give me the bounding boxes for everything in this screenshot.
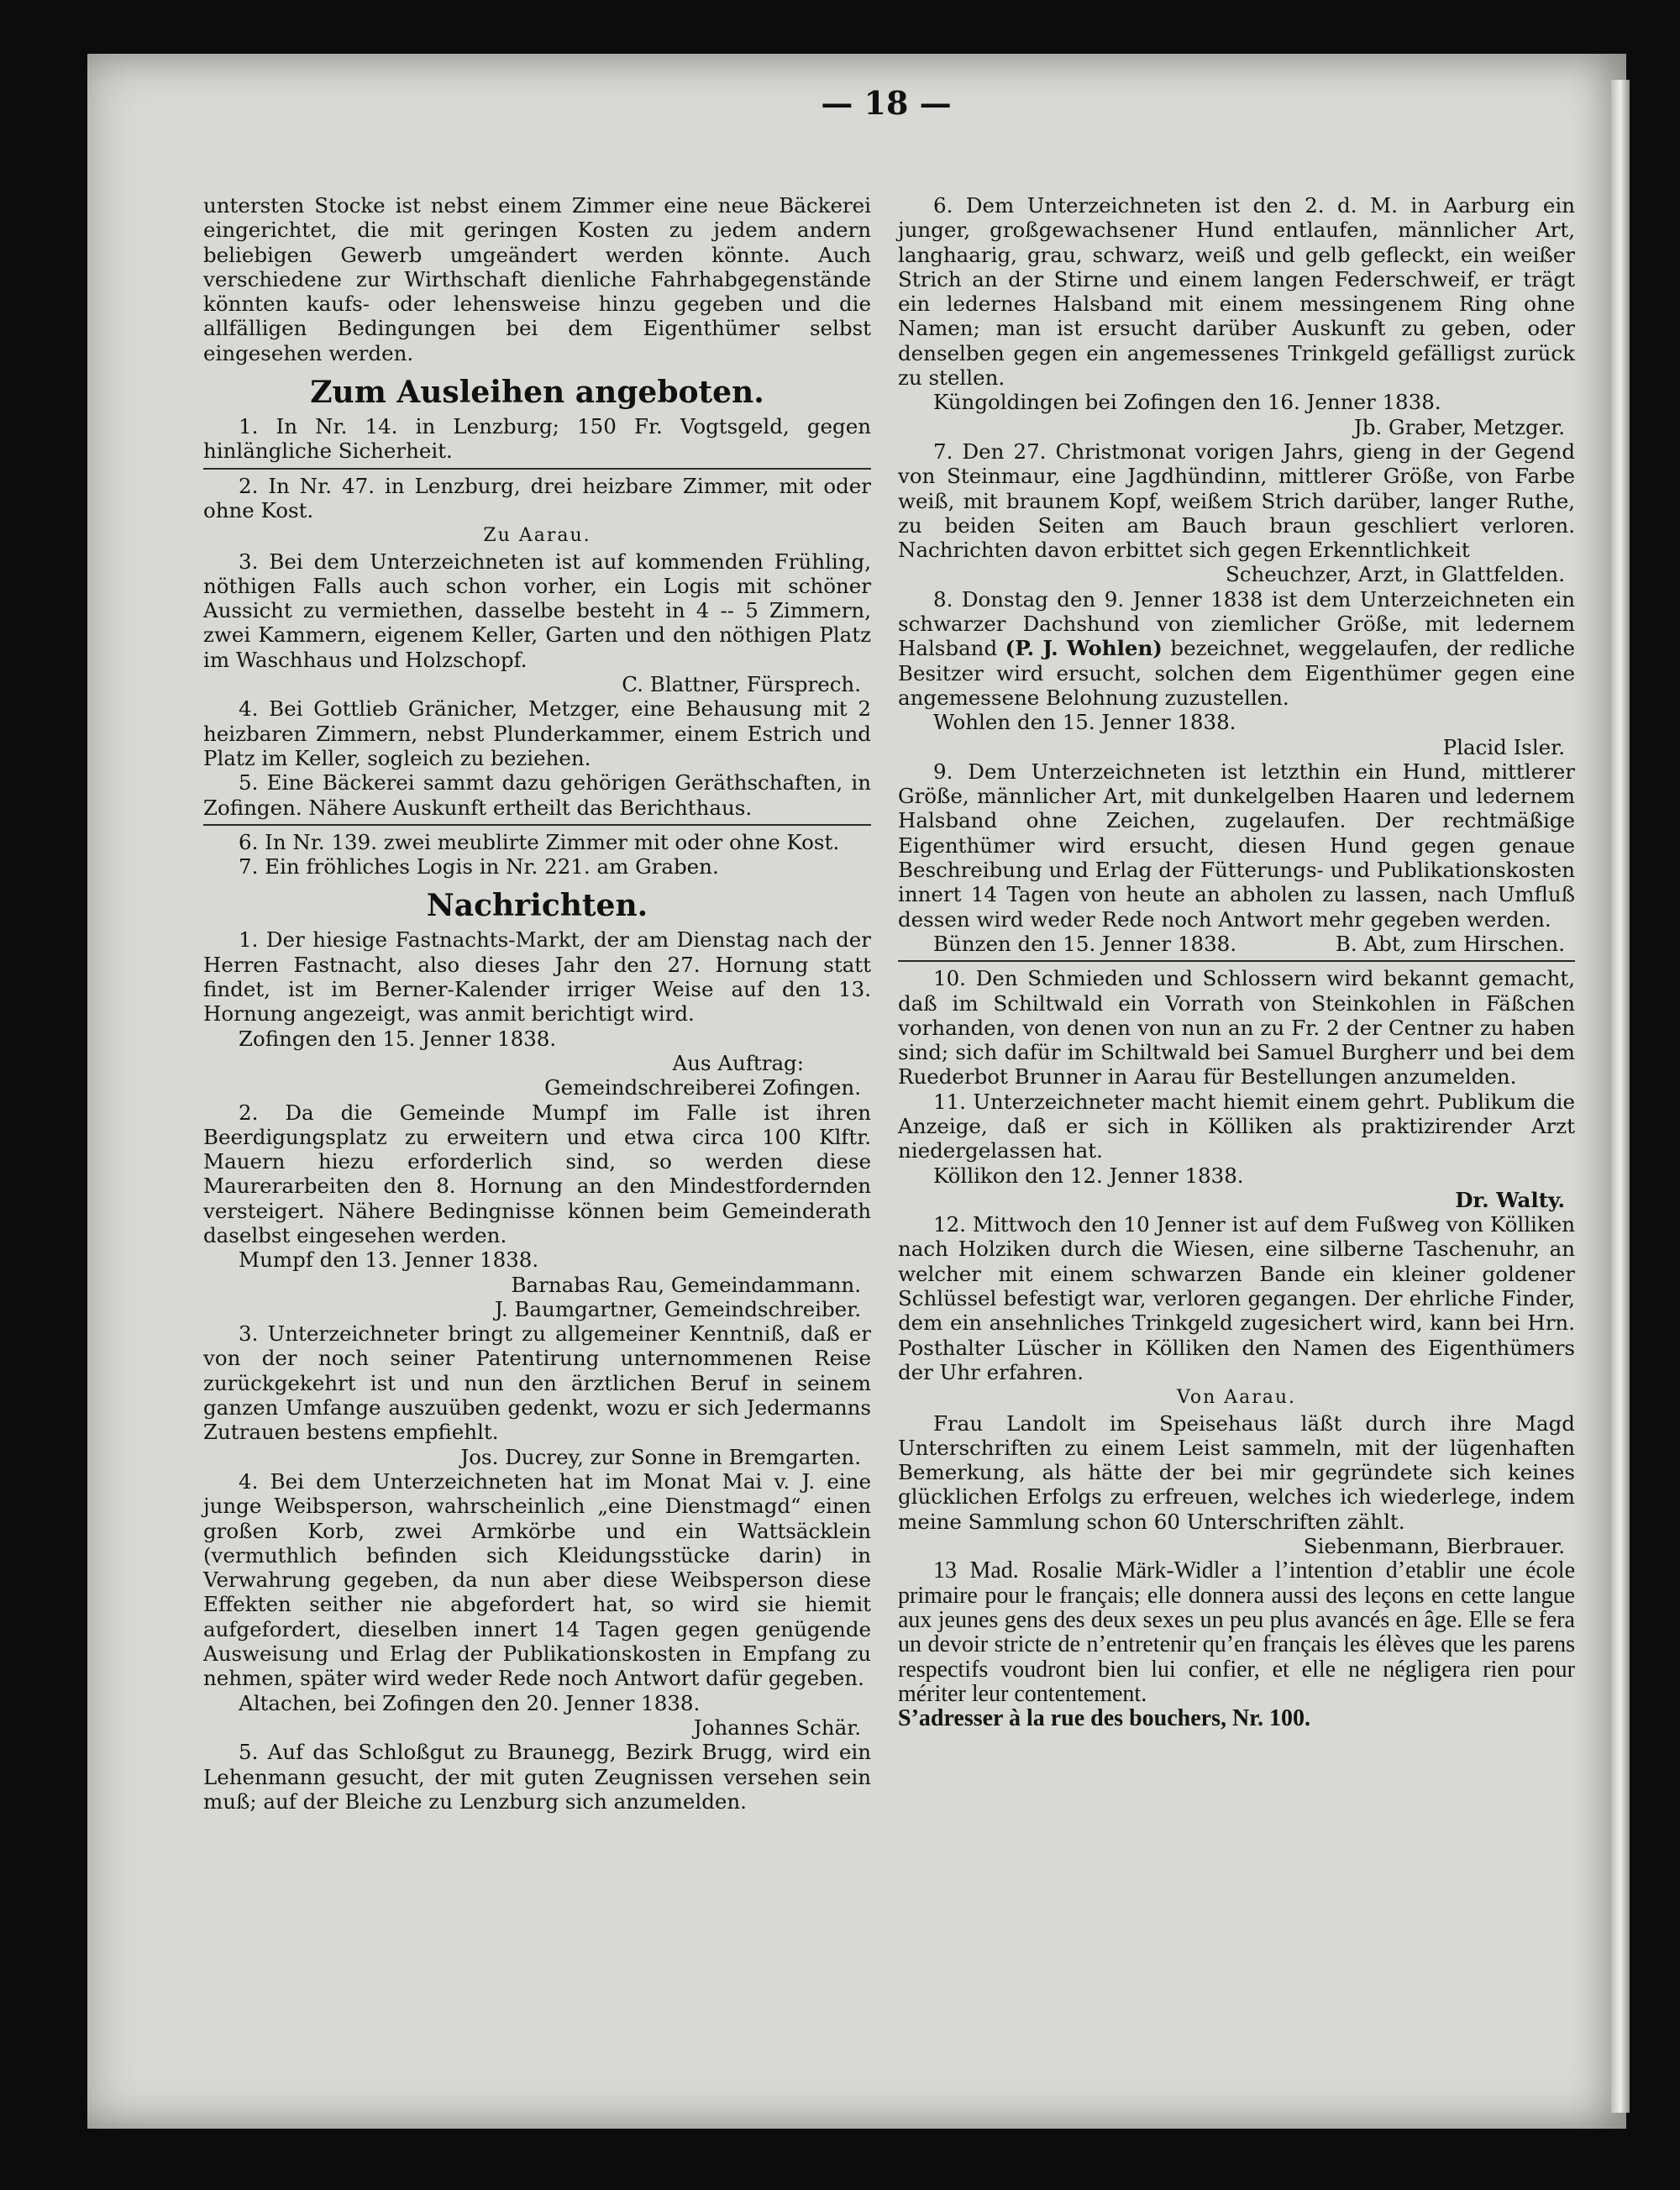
dateline: Zofingen den 15. Jenner 1838. xyxy=(239,1026,557,1051)
signature: Scheuchzer, Arzt, in Glattfelden. xyxy=(1225,562,1565,587)
signature: Jb. Graber, Metzger. xyxy=(1353,414,1565,439)
right-column xyxy=(898,193,1575,1730)
notice-13-address: S’adresser à la rue des bouchers, Nr. 100. xyxy=(898,1705,1311,1732)
listing-6: 6. In Nr. 139. zwei meublirte Zimmer mit oder ohne Kost. xyxy=(239,829,840,854)
listing-1: 1. In Nr. 14. in Lenzburg; 150 Fr. Vogtsgeld, gegen hinlängliche Sicherheit. xyxy=(203,414,871,464)
notice-4: 4. Bei dem Unterzeichneten hat im Monat Mai v. J. eine junge Weibsperson, wahrscheinlich „eine Dienstmagd“ einen großen Korb, zwei Armkörbe und ein Wattsäcklein (vermuthlich befinden sich Kleidungsstücke darin) in Verwahrung gegeben, da nun aber diese Weibsperson diese Effekten seither nie abgefordert hat, so wird sie hiemit aufgefordert, dieselben innert 14 Tagen gegen genügende Ausweisung und Erlag der Publikationskosten in Empfang zu nehmen, später wird weder Rede noch Antwort dafür gegeben. xyxy=(203,1468,871,1691)
notice-13-french: 13 Mad. Rosalie Märk-Widler a l’intention d’etablir une école primaire pour le français; elle donnera aussi des leçons en cette langue aux jeunes gens des deux sexes un peu plus avancés en âge. Elle se fera un devoir stricte de n’entretenir qu’en français les élèves que les parens respectifs voudront bien lui confier, et elle ne négligera rien pour mériter leur contentement. xyxy=(898,1557,1575,1707)
notice-11: 11. Unterzeichneter macht hiemit einem gehrt. Publikum die Anzeige, daß er sich in Kölliken als praktizirender Arzt niedergelassen hat. xyxy=(898,1089,1575,1163)
notice-8-text-b: bezeichnet, weggelaufen, der redliche Besitzer wird ersucht, solchen dem Eigenthümer gegen eine angemessene Belohnung zuzustellen. xyxy=(898,636,1575,710)
listing-5: 5. Eine Bäckerei sammt dazu gehörigen Geräthschaften, in Zofingen. Nähere Auskunft ertheilt das Berichthaus. xyxy=(203,770,871,820)
heading-ausleihen: Zum Ausleihen angeboten. xyxy=(310,375,764,411)
signature: Placid Isler. xyxy=(1442,734,1565,759)
notice-9: 9. Dem Unterzeichneten ist letzthin ein Hund, mittlerer Größe, männlicher Art, mit dunkelgelben Haaren und ledernem Halsband ohne Zeichen, zugelaufen. Der rechtmäßige Eigenthümer wird ersucht, diesen Hund gegen genaue Beschreibung und Erlag der Fütterungs- und Publikationskosten innert 14 Tagen von heute an abholen zu lassen, nach Umfluß dessen wird weder Rede noch Antwort mehr gegeben werden. xyxy=(898,759,1575,932)
notice-12: 12. Mittwoch den 10 Jenner ist auf dem Fußweg von Kölliken nach Holziken durch die Wiesen, eine silberne Taschenuhr, an welcher mit einem schwarzen Bande ein kleiner goldener Schlüssel befestigt war, verloren gegangen. Der ehrliche Finder, dem ein ansehnliches Trinkgeld zugesichert wird, kann bei Hrn. Posthalter Lüscher in Kölliken den Namen des Eigenthümers der Uhr erfahren. xyxy=(898,1212,1575,1384)
listing-2: 2. In Nr. 47. in Lenzburg, drei heizbare Zimmer, mit oder ohne Kost. xyxy=(203,473,871,523)
dateline: Altachen, bei Zofingen den 20. Jenner 1838. xyxy=(239,1690,701,1715)
notice-8-text-a: 8. Donstag den 9. Jenner 1838 ist dem Unterzeichneten ein schwarzer Dachshund von ziemlicher Größe, mit ledernem Halsband xyxy=(898,586,1575,661)
intro-paragraph: untersten Stocke ist nebst einem Zimmer eine neue Bäckerei eingerichtet, die mit geringen Kosten zu jedem andern beliebigen Gewerb umgeändert werden könnte. Auch verschiedene zur Wirthschaft dienliche Fahrhabgegenstände könnten kaufs- oder lehensweise hinzu gegeben und die allfälligen Bedingungen bei dem Eigenthümer selbst eingesehen werden. xyxy=(203,193,871,365)
notice-8-name: (P. J. Wohlen) xyxy=(1005,636,1163,661)
notice-2: 2. Da die Gemeinde Mumpf im Falle ist ihren Beerdigungsplatz zu erweitern und etwa circa 100 Klftr. Mauern hiezu erforderlich sind, so werden diese Maurerarbeiten den 8. Hornung an den Mindestfordernden versteigert. Nähere Bedingnisse können beim Gemeinderath daselbst eingesehen werden. xyxy=(203,1100,871,1247)
listing-4: 4. Bei Gottlieb Gränicher, Metzger, eine Behausung mit 2 heizbaren Zimmern, nebst Plunderkammer, einem Estrich und Platz im Keller, sogleich zu beziehen. xyxy=(203,696,871,770)
separator xyxy=(203,468,871,470)
notice-3: 3. Unterzeichneter bringt zu allgemeiner Kenntniß, daß er von der noch seiner Patentirung unternommenen Reise zurückgekehrt ist und nun den ärztlichen Beruf in seinem ganzen Umfange auszuüben gedenkt, wozu er sich Jedermanns Zutrauen bestens empfiehlt. xyxy=(203,1321,871,1445)
signature: Johannes Schär. xyxy=(693,1715,861,1740)
notice-8 xyxy=(898,587,1575,710)
signature: Jos. Ducrey, zur Sonne in Bremgarten. xyxy=(460,1444,861,1469)
notice-6: 6. Dem Unterzeichneten ist den 2. d. M. in Aarburg ein junger, großgewachsener Hund entlaufen, männlicher Art, langhaarig, grau, schwarz, weiß und gelb gefleckt, ein weißer Strich an der Stirne und einem langen Federschweif, er trägt ein ledernes Halsband mit einem messingenem Ring ohne Namen; man ist ersucht darüber Auskunft zu geben, oder denselben gegen ein angemessenes Trinkgeld gefälligst zurück zu stellen. xyxy=(898,193,1575,391)
page-edge xyxy=(1611,80,1630,2113)
signature: Barnabas Rau, Gemeindammann. xyxy=(511,1272,861,1297)
listing-3: 3. Bei dem Unterzeichneten ist auf kommenden Frühling, nöthigen Falls auch schon vorher, ein Logis mit schöner Aussicht zu vermiethen, dasselbe besteht in 4 -- 5 Zimmern, zwei Kammern, eigenem Keller, Garten und den nöthigen Platz im Waschhaus und Holzschopf. xyxy=(203,549,871,672)
dateline: Mumpf den 13. Jenner 1838. xyxy=(239,1247,539,1273)
signature: Gemeindschreiberei Zofingen. xyxy=(544,1075,861,1100)
notice-1: 1. Der hiesige Fastnachts-Markt, der am Dienstag nach der Herren Fastnacht, also dieses Jahr den 27. Hornung statt findet, ist im Berner-Kalender irriger Weise auf den 13. Hornung angezeigt, was anmit berichtigt wird. xyxy=(203,927,871,1027)
heading-nachrichten: Nachrichten. xyxy=(426,888,648,924)
signature: Dr. Walty. xyxy=(1455,1187,1565,1212)
location-header: Von Aarau. xyxy=(1176,1387,1297,1409)
signature: J. Baumgartner, Gemeindschreiber. xyxy=(494,1296,861,1321)
listing-7: 7. Ein fröhliches Logis in Nr. 221. am Graben. xyxy=(239,854,719,880)
location-header: Zu Aarau. xyxy=(483,525,591,547)
separator xyxy=(203,824,871,826)
notice-5: 5. Auf das Schloßgut zu Braunegg, Bezirk Brugg, wird ein Lehenmann gesucht, der mit guten Zeugnissen versehen sein muß; auf der Bleiche zu Lenzburg sich anzumelden. xyxy=(203,1740,871,1814)
notice-7: 7. Den 27. Christmonat vorigen Jahrs, gieng in der Gegend von Steinmaur, eine Jagdhündinn, mittlerer Größe, von Farbe weiß, mit braunem Kopf, weißem Strich darüber, langer Ruthe, zu beiden Seiten am Bauch braun geschliert verloren. Nachrichten davon erbittet sich gegen Erkenntlichkeit xyxy=(898,439,1575,563)
signature: C. Blattner, Fürsprech. xyxy=(622,672,861,697)
signature: Siebenmann, Bierbrauer. xyxy=(1303,1534,1565,1559)
notice-10: 10. Den Schmieden und Schlossern wird bekannt gemacht, daß im Schiltwald ein Vorrath von Steinkohlen in Fäßchen vorhanden, von denen von nun an zu Fr. 2 der Centner zu haben sind; sich dafür im Schiltwald bei Samuel Burgherr und bei dem Ruederbot Brunner in Aarau für Bestellungen anzumelden. xyxy=(898,966,1575,1090)
dateline-with-signature xyxy=(898,932,1575,956)
dateline: Köllikon den 12. Jenner 1838. xyxy=(933,1163,1244,1188)
dateline: Küngoldingen bei Zofingen den 16. Jenner 1838. xyxy=(933,390,1441,415)
separator xyxy=(898,960,1575,962)
signature: B. Abt, zum Hirschen. xyxy=(1335,931,1565,956)
dateline: Bünzen den 15. Jenner 1838. xyxy=(933,931,1237,956)
notice-landolt: Frau Landolt im Speisehaus läßt durch ihre Magd Unterschriften zu einem Leist sammeln, mit der lügenhaften Bemerkung, als hätte der bei mir gegründete sich keines glücklichen Erfolgs zu erfreuen, welches ich wiederlege, indem meine Sammlung schon 60 Unterschriften zählt. xyxy=(898,1410,1575,1534)
commission-line: Aus Auftrag: xyxy=(672,1050,804,1075)
left-column xyxy=(203,193,871,1814)
dateline: Wohlen den 15. Jenner 1838. xyxy=(933,710,1236,735)
page-number: — 18 — xyxy=(821,84,952,122)
